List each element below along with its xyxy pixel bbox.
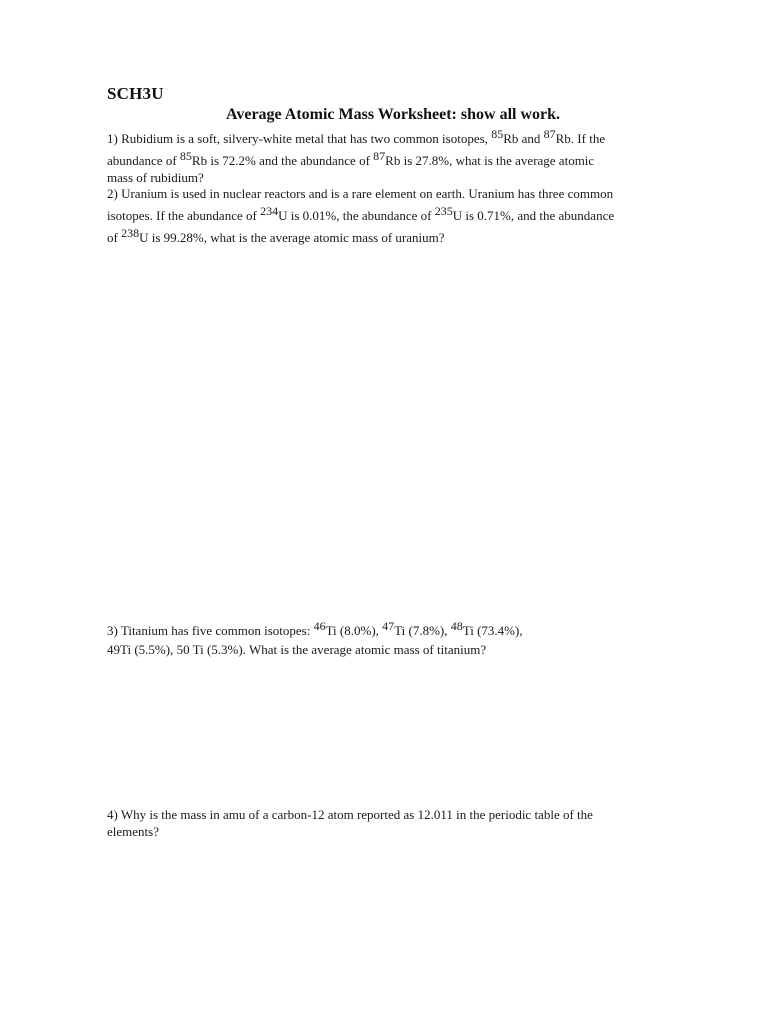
question-3-line-2: 49Ti (5.5%), 50 Ti (5.3%). What is the average atomic mass of titanium? [107,642,487,657]
worksheet-title [0,106,768,124]
question-4-line-1: 4) Why is the mass in amu of a carbon-12 atom reported as 12.011 in the periodic table of the [107,807,593,822]
question-2-line-3: of $^{238}$U is 99.28%, what is the average atomic mass of uranium? [107,226,445,245]
course-code: SCH3U [107,84,164,103]
worksheet-title-text: Average Atomic Mass Worksheet: show all work. [225,106,561,123]
question-4 [107,808,687,841]
question-1-line-3: mass of rubidium? [107,170,204,185]
question-2-line-2: isotopes. If the abundance of $^{234}$U is 0.01%, the abundance of $^{235}$U is 0.71%, and the abundance [107,204,615,223]
question-3-line-1: 3) Titanium has five common isotopes: $^{46}$Ti (8.0%), $^{47}$Ti (7.8%), $^{48}$Ti (73.4%), [107,619,523,638]
question-3 [107,619,687,659]
question-1-line-1: 1) Rubidium is a soft, silvery-white metal that has two common isotopes, $^{85}$Rb and $^{87}$Rb. If the [107,127,606,146]
question-1-line-2: abundance of $^{85}$Rb is 72.2% and the abundance of $^{87}$Rb is 27.8%, what is the average atomic [107,149,595,168]
question-1 [107,126,687,184]
question-2-line-1: 2) Uranium is used in nuclear reactors and is a rare element on earth. Uranium has three common [107,186,614,201]
question-4-line-2: elements? [107,824,159,839]
question-2 [107,187,687,250]
